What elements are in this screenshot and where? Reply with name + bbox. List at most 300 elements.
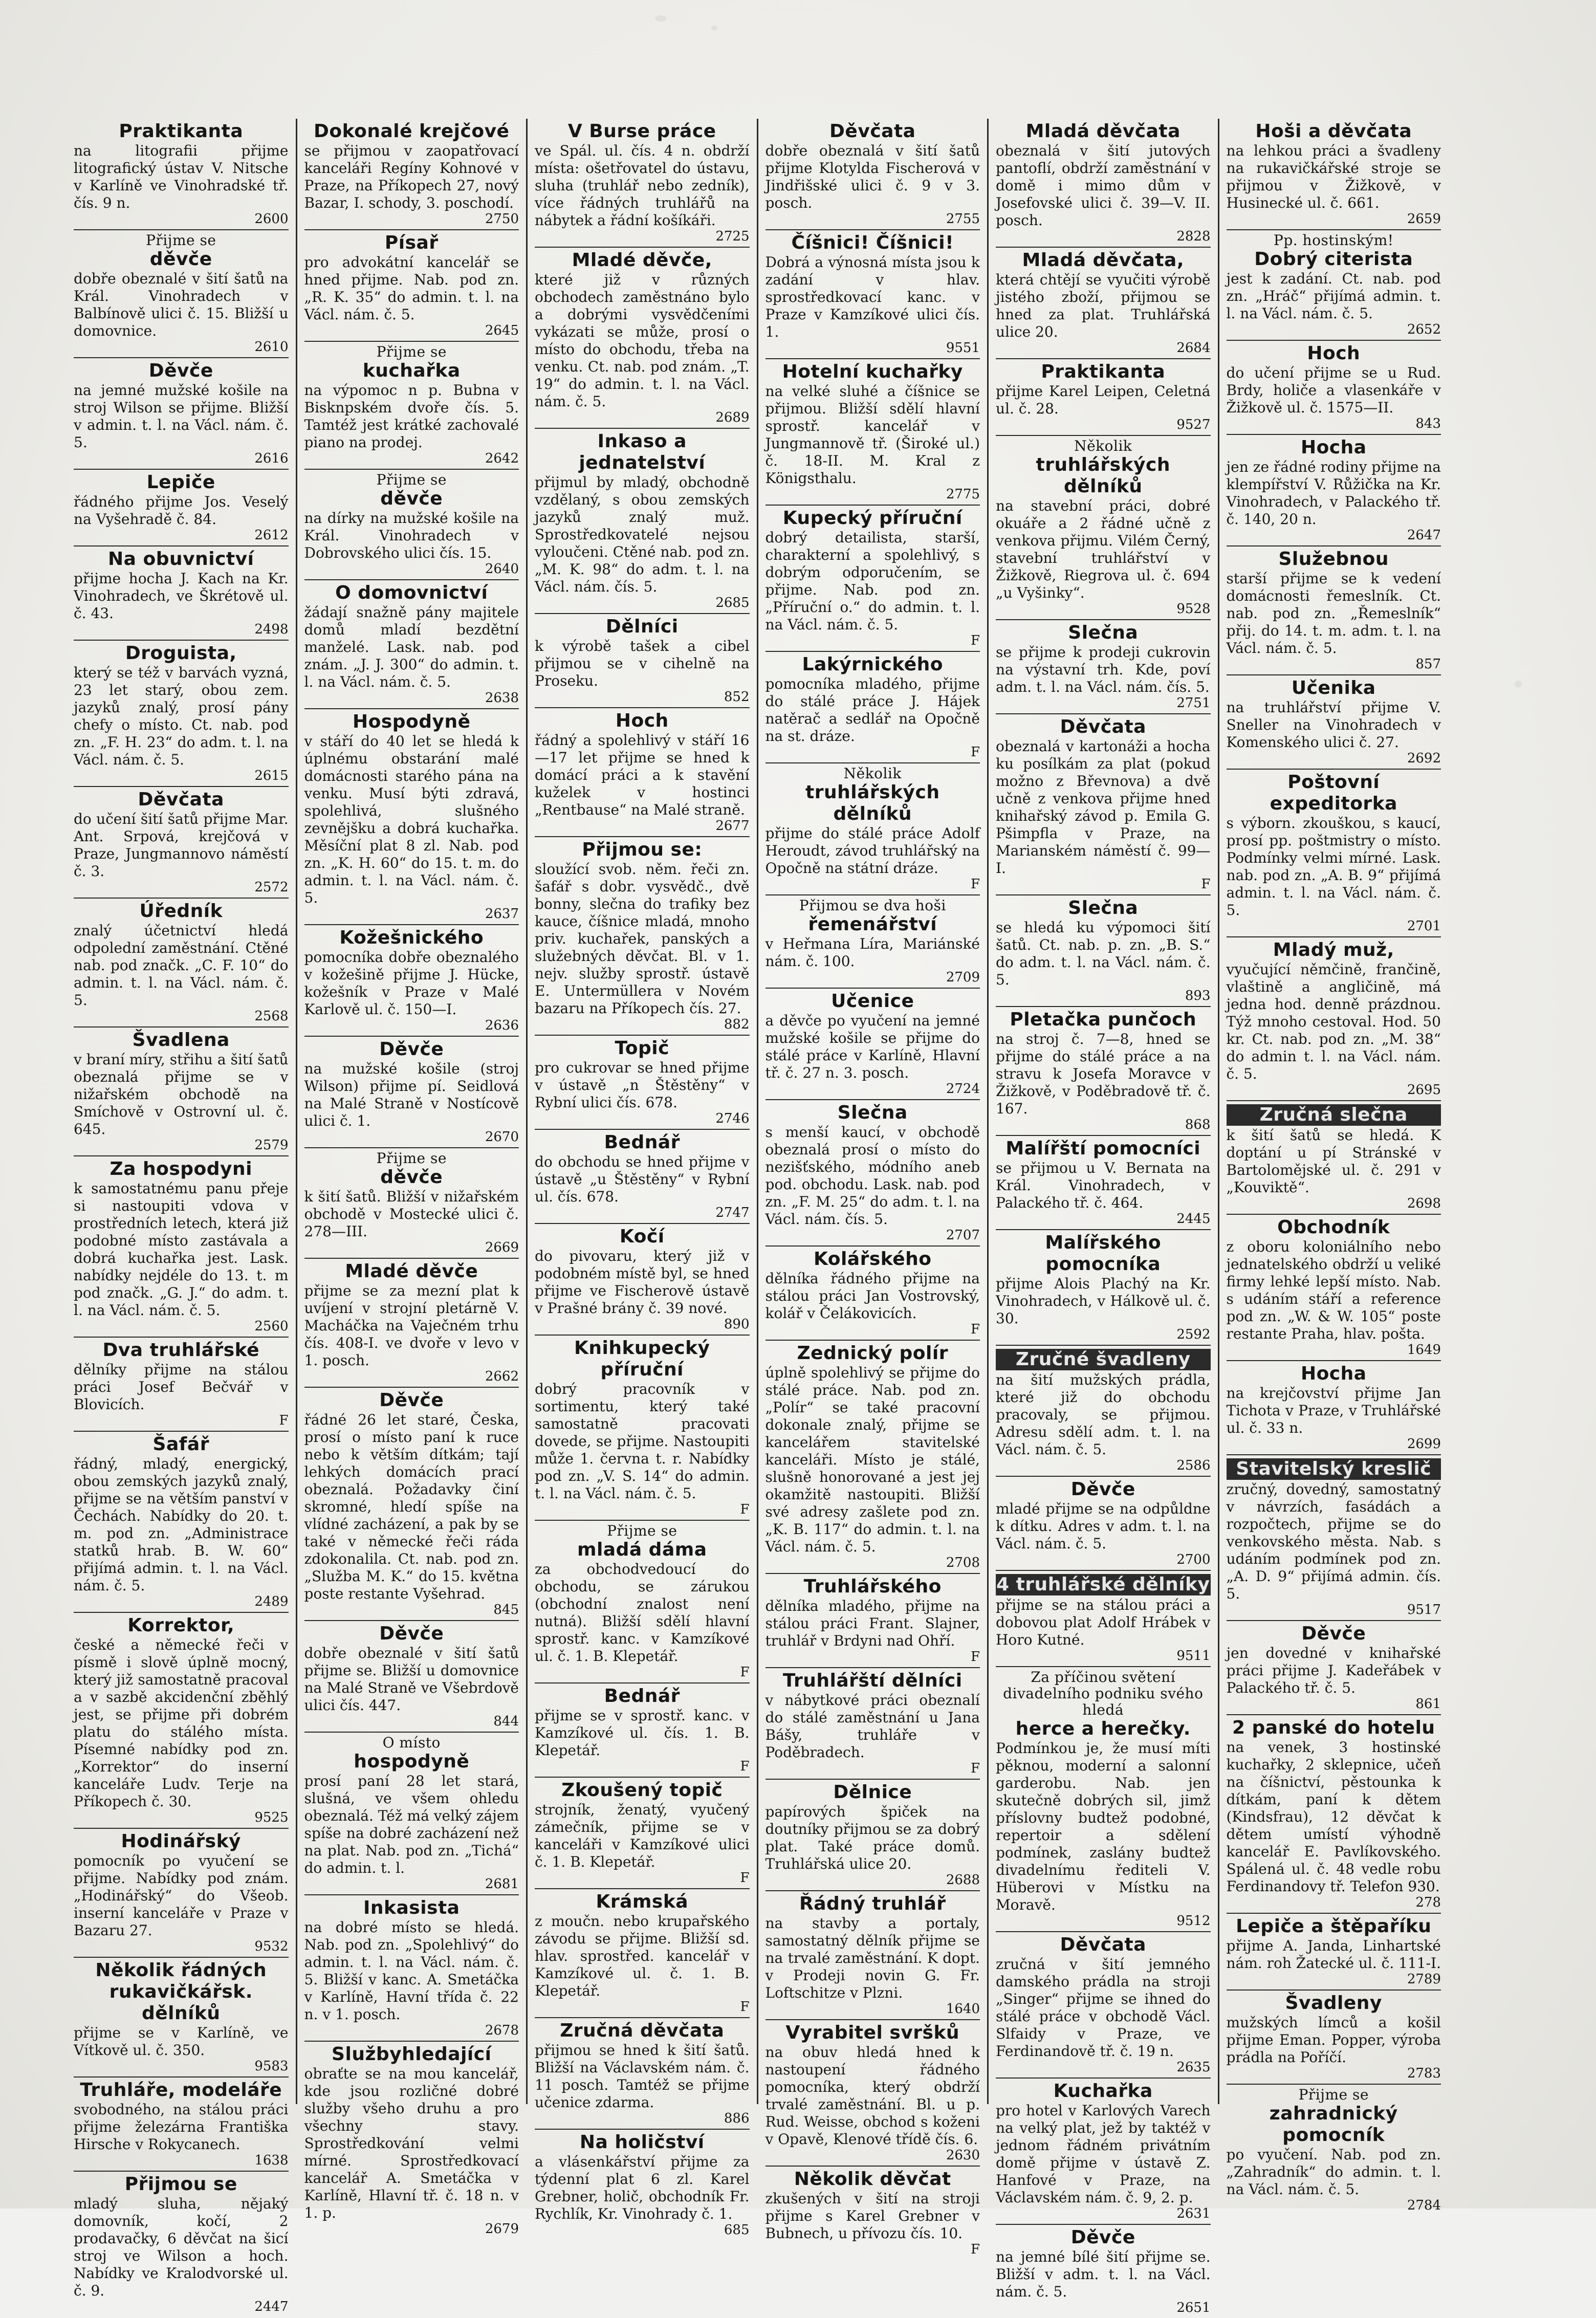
ad-number: 2681 bbox=[485, 1876, 519, 1892]
ad-heading: Malířského pomocníka bbox=[1045, 1232, 1162, 1275]
classified-ad bbox=[304, 2042, 519, 2239]
ad-heading: řemenářství bbox=[808, 914, 937, 935]
ad-number: 2652 bbox=[1407, 322, 1441, 337]
classified-ad bbox=[996, 1571, 1211, 1667]
ad-body: úplně spolehlivý se přijme do stálé práce. Nab. pod zn. „Polír“ se také pracovní dokonale znalý, přijme se kancelářem stavitelské kanceláři. Místo je stálé, slušně honorované a jest jej okamžitě nastoupiti. Bližší své adresy zašlete pod zn. „K. B. 117“ do admin. t. l. na Václ. nám. č. 5. bbox=[765, 1364, 980, 1555]
classified-ad bbox=[1227, 1101, 1441, 1215]
ad-number: 2699 bbox=[1407, 1436, 1441, 1452]
ad-heading: Děvče bbox=[1070, 1479, 1135, 1500]
classified-ad bbox=[1227, 1621, 1441, 1715]
ad-number: F bbox=[970, 877, 980, 892]
ad-number: F bbox=[970, 633, 980, 648]
ad-number: 9525 bbox=[254, 1810, 289, 1825]
classified-ad bbox=[996, 1667, 1211, 1932]
ad-heading: Dobrý citerista bbox=[1254, 249, 1413, 270]
ad-number: 2685 bbox=[715, 595, 750, 610]
classified-ad bbox=[996, 119, 1211, 248]
classified-ad bbox=[74, 2078, 289, 2172]
ad-body: obraťte se na mou kancelář, kde jsou rozličné dobré služby všeho druhu a pro všechny stavy. Sprostředkování velmi mírné. Sprostředkovací kancelář A. Smetáčka v Karlíně, Hlavní tř. č. 18 n. v 1. p. bbox=[304, 2065, 519, 2221]
ad-body: dělníky přijme na stálou práci Josef Bečvář v Blovicích. bbox=[74, 1361, 289, 1413]
classified-ad bbox=[766, 652, 980, 763]
classified-ad bbox=[996, 436, 1211, 620]
ad-body: přijme do stálé práce Adolf Heroudt, závod truhlářský na Opočně na státní dráze. bbox=[765, 825, 980, 877]
ad-heading: truhlářských dělníků bbox=[1036, 454, 1170, 497]
column-1 bbox=[67, 119, 296, 2314]
ad-body: dobře obeznalá v šití šatů přijme Klotylda Fischerová v Jindřišské ulici č. 9 v 3. posch. bbox=[765, 142, 980, 211]
classified-ad bbox=[996, 248, 1211, 359]
classified-ad bbox=[766, 1247, 980, 1341]
ad-number: 2615 bbox=[254, 768, 289, 783]
ad-number: 890 bbox=[724, 1317, 750, 1332]
ad-body: pomocníka mladého, přijme do stálé práce J. Hájek natěrač a sedlář na Opočně na st. dráze. bbox=[765, 675, 980, 745]
ad-body: přijme hocha J. Kach na Kr. Vinohradech, ve Škrétově ul. č. 43. bbox=[74, 570, 289, 622]
ad-number: 2645 bbox=[485, 323, 519, 338]
ad-body: se přijmou u V. Bernata na Král. Vinohradech, v Palackého tř. č. 464. bbox=[996, 1160, 1211, 1211]
ad-number: F bbox=[740, 1999, 750, 2015]
ad-heading: Děvče bbox=[1070, 2227, 1135, 2248]
ad-heading: Bednář bbox=[604, 1132, 680, 1153]
ad-body: v braní míry, střihu a šití šatů obeznalá přijme se v nižařském obchodě na Smíchově v Ostrovní ul. č. 645. bbox=[74, 1051, 289, 1138]
classified-ad bbox=[1227, 230, 1441, 341]
ad-heading: Děvče bbox=[148, 360, 213, 381]
ad-number: 2707 bbox=[946, 1228, 980, 1243]
ad-heading: Švadleny bbox=[1285, 1993, 1382, 2014]
classified-ad bbox=[535, 1778, 750, 1889]
ad-body: k šití šatů se hledá. K doptání u pí Stránské v Bartolomějské ul. č. 291 v „Kouviktě“. bbox=[1226, 1127, 1441, 1196]
ad-body: na krejčovství přijme Jan Tichota v Praze, v Truhlářské ul. č. 33 n. bbox=[1226, 1385, 1441, 1436]
ad-body: řádný, mladý, energický, obou zemských jazyků znalý, přijme se na větším panství v Čechách. Nabídky do 20. t. m. pod zn. „Administrace statků hrab. B. W. 60“ přijímá admin. t. l. na Václ. nám. č. 5. bbox=[74, 1455, 289, 1594]
ad-body: dobrý pracovník v sortimentu, který také samostatně pracovati dovede, se přijme. Nastoupiti může 1. června t. r. Nabídky pod zn. „V. S. 14“ do admin. t. l. na Václ. nám. č. 5. bbox=[535, 1381, 750, 1502]
ad-body: zručný, dovedný, samostatný v návrzích, fasádách a rozpočtech, přijme se do venkovského města. Nab. s udáním podmínek pod zn. „A. D. 9“ přijímá admin. čís. 5. bbox=[1226, 1481, 1441, 1602]
ad-number: 2638 bbox=[485, 690, 519, 706]
ad-body: řádného přijme Jos. Veselý na Vyšehradě č. 84. bbox=[74, 493, 289, 528]
classified-ad bbox=[304, 580, 519, 709]
ad-number: 2631 bbox=[1176, 2206, 1211, 2221]
ad-body: zručná v šití jemného damského prádla na stroji „Singer“ přijme se ihned do stálé práce v obchodě Václ. Slfaidy v Praze, ve Ferdinandově tř. č. 19 n. bbox=[996, 1956, 1211, 2060]
ad-body: papírových špiček na doutníky přijmou se za dobrý plat. Také práce domů. Truhlářská ulice 20. bbox=[765, 1803, 980, 1872]
ad-heading: V Burse práce bbox=[567, 121, 716, 142]
ad-number: F bbox=[740, 1870, 750, 1886]
ad-body: do učení přijme se u Rud. Brdy, holiče a vlasenkáře v Žižkově ul. č. 1575—II. bbox=[1226, 364, 1441, 416]
ad-number: 2678 bbox=[485, 2023, 519, 2038]
ad-number: 2630 bbox=[946, 2148, 980, 2163]
ad-heading: Hodinářský bbox=[121, 1831, 241, 1852]
ad-body: mužských límců a košil přijme Eman. Popper, výroba prádla na Poříčí. bbox=[1226, 2014, 1441, 2066]
ad-heading: 2 panské do hotelu bbox=[1232, 1717, 1435, 1738]
ad-intro-line: Pp. hostinským! bbox=[1273, 232, 1394, 249]
ad-heading: Hoch bbox=[615, 710, 669, 731]
classified-ad bbox=[535, 1224, 750, 1336]
ad-heading: děvče bbox=[380, 488, 443, 509]
column-6 bbox=[1218, 119, 1449, 2213]
ad-intro-line: Několik bbox=[1074, 438, 1132, 454]
ad-body: obeznalá v šití jutových pantoflí, obdrží zaměstnání v domě i mimo dům v Josefovské ulici č. 39—V. II. posch. bbox=[996, 142, 1211, 229]
ad-number: 2600 bbox=[254, 211, 289, 227]
ad-number: 2746 bbox=[715, 1111, 750, 1126]
ad-body: přijme Alois Plachý na Kr. Vinohradech, v Hálkově ul. č. 30. bbox=[996, 1275, 1211, 1327]
ad-heading: Lakýrnického bbox=[802, 654, 943, 675]
ad-body: pomocníka dobře obeznalého v kožešině přijme J. Hücke, kožešník v Praze v Malé Karlově ul. č. 150—I. bbox=[304, 949, 519, 1018]
ad-body: pro cukrovar se hned přijme v ústavě „n Štěstěny“ v Rybní ulici čís. 678. bbox=[535, 1059, 750, 1111]
ad-heading: Inkasista bbox=[363, 1897, 460, 1918]
ad-number: 2784 bbox=[1407, 2198, 1441, 2213]
ad-number: 9527 bbox=[1176, 417, 1211, 432]
ad-heading: děvče bbox=[380, 1167, 443, 1188]
ad-number: 2659 bbox=[1407, 211, 1441, 227]
ad-body: na stavební práci, dobré okuáře a 2 řádné učně z venkova přijmu. Vilém Černý, stavební truhlářství v Žižkově, Riegrova ul. č. 694 „u Vyšinky“. bbox=[996, 497, 1211, 601]
ad-heading: Děvčata bbox=[138, 789, 224, 810]
classified-ad bbox=[1227, 675, 1441, 770]
classified-ad bbox=[535, 1683, 750, 1778]
ad-number: 9511 bbox=[1176, 1648, 1211, 1664]
ad-number: 2651 bbox=[1176, 2300, 1211, 2315]
ad-heading: Mladý muž, bbox=[1273, 939, 1394, 960]
ad-body: na šití mužských prádla, které již do obchodu pracovaly, se přijmou. Adresu sdělí adm. t. l. na Václ. nám. č. 5. bbox=[996, 1371, 1211, 1458]
ad-heading: Topič bbox=[615, 1038, 669, 1059]
ad-heading: Švadlena bbox=[132, 1030, 230, 1051]
ad-heading: Korrektor, bbox=[127, 1615, 235, 1636]
ad-heading: Slečna bbox=[1068, 622, 1139, 643]
ad-number: 2669 bbox=[485, 1240, 519, 1255]
ad-body: s menší kaucí, v obchodě obeznalá prosí o místo do nezišťského, módního aneb pod. obchodu. Lask. nab. pod zn. „F. M. 25“ do adm. t. l. na Václ. nám. čís. 5. bbox=[765, 1124, 980, 1228]
ad-intro-line: Přijme se bbox=[376, 343, 447, 360]
classified-ad bbox=[996, 1477, 1211, 1571]
ad-heading: Malířští pomocníci bbox=[1005, 1138, 1201, 1159]
classified-ad bbox=[304, 119, 519, 230]
ad-heading: Hocha bbox=[1300, 437, 1367, 458]
ad-body: na obuv hledá hned k nastoupení řádného pomocníka, který obdrží trvalé zaměstnání. Bl. u p. Rud. Weisse, obchod s koženi v Opavě, Klenové třídě čís. 6. bbox=[765, 2044, 980, 2148]
classified-ad bbox=[996, 714, 1211, 895]
ad-heading: Kupecký příruční bbox=[782, 508, 963, 529]
ad-heading: Řádný truhlář bbox=[799, 1893, 946, 1914]
ad-heading: kuchařka bbox=[362, 360, 461, 381]
classified-ad bbox=[74, 1156, 289, 1338]
ad-number: 2789 bbox=[1407, 1972, 1441, 1987]
ad-number: 2751 bbox=[1176, 695, 1211, 711]
ad-heading: Mladé děvče, bbox=[572, 250, 712, 271]
ad-heading: Na holičství bbox=[579, 2132, 705, 2153]
ad-number: 2692 bbox=[1407, 751, 1441, 766]
ad-number: 844 bbox=[493, 1714, 519, 1729]
ad-heading: Kuchařka bbox=[1053, 2081, 1153, 2102]
classified-ad bbox=[996, 359, 1211, 436]
ad-body: pro hotel v Karlových Varech na velký plat, jež by taktéž v jednom řádném privátním domě přijme v ústavě Z. Hanfové v Praze, na Václavském nám. č. 9, 2. p. bbox=[996, 2102, 1211, 2206]
ad-heading: Za hospodyni bbox=[110, 1158, 252, 1179]
ad-intro-line: O místo bbox=[382, 1734, 441, 1751]
ad-number: 2560 bbox=[254, 1319, 289, 1334]
ad-heading: Učenika bbox=[1291, 677, 1376, 698]
ad-heading: Děvčata bbox=[1060, 1934, 1146, 1955]
ad-number: 2755 bbox=[946, 211, 980, 227]
ad-body: přijme se v sprostř. kanc. v Kamzíkové ul. čís. 1. B. Klepetář. bbox=[535, 1707, 750, 1759]
ad-body: na stroj č. 7—8, hned se přijme do stálé práce a na stravu k Josefa Moravce v Žižkově, v Poděbradově tř. č. 167. bbox=[996, 1031, 1211, 1117]
ad-heading: Přijmou se: bbox=[582, 839, 703, 860]
ad-heading: Hoch bbox=[1307, 343, 1361, 364]
ad-heading: Krámská bbox=[596, 1891, 689, 1912]
ad-heading: Dělníci bbox=[605, 616, 679, 637]
ad-body: starší přijme se k vedení domácnosti řemeslník. Ct. nab. pod zn. „Řemeslník“ přij. do 14. t. m. adm. t. l. na Václ. nám. č. 5. bbox=[1226, 570, 1441, 657]
classified-ad bbox=[1227, 1715, 1441, 1914]
ad-heading: Droguista, bbox=[125, 643, 237, 664]
ad-number: 2445 bbox=[1176, 1211, 1211, 1227]
ad-heading: Bednář bbox=[604, 1686, 680, 1707]
ad-number: 2610 bbox=[254, 339, 289, 355]
classified-ad bbox=[1227, 341, 1441, 435]
ad-heading: mladá dáma bbox=[577, 1539, 707, 1560]
ad-heading: Zkoušený topič bbox=[561, 1780, 723, 1801]
ad-number: 2612 bbox=[254, 528, 289, 543]
classified-ad bbox=[74, 2172, 289, 2317]
ad-number: F bbox=[970, 1761, 980, 1776]
ad-body: na litografii přijme litografický ústav V. Nitsche v Karlíně ve Vinohradské tř. čís. 9 n. bbox=[74, 142, 289, 211]
ad-number: 2670 bbox=[485, 1129, 519, 1145]
ad-number: 2709 bbox=[946, 970, 980, 985]
ad-number: 2689 bbox=[715, 410, 750, 425]
ad-number: 1649 bbox=[1407, 1342, 1441, 1358]
classified-ad bbox=[535, 837, 750, 1036]
classified-ad bbox=[996, 620, 1211, 714]
classified-ad bbox=[1227, 937, 1441, 1101]
classified-ad bbox=[535, 1336, 750, 1521]
ad-number: 2572 bbox=[254, 880, 289, 895]
ad-heading: Obchodník bbox=[1277, 1217, 1390, 1238]
ad-number: 2747 bbox=[715, 1205, 750, 1220]
ad-number: 886 bbox=[724, 2111, 750, 2126]
ad-heading: Zručná slečna bbox=[1227, 1104, 1441, 1126]
ad-body: obeznalá v kartonáži a hocha ku posílkám za plat (pokud možno z Břevnova) a dvě učně z venkova přijme hned knihařský závod p. Emila G. Pšimpfla v Praze, na Marianském náměstí č. 99—I. bbox=[996, 738, 1211, 877]
ad-body: za obchodvedoucí do obchodu, se zárukou (obchodní znalost není nutná). Bližší sdělí hlavní sprostř. kanc. v Kamzíkové ul. č. 1. B. Klepetář. bbox=[535, 1561, 750, 1665]
ad-heading: Kočí bbox=[619, 1226, 665, 1247]
classified-ad bbox=[304, 470, 519, 580]
ad-heading: Zednický polír bbox=[797, 1343, 948, 1364]
ad-body: na mužské košile (stroj Wilson) přijme pí. Seidlová na Malé Straně v Nostícově ulici č. 1. bbox=[304, 1060, 519, 1129]
classified-ad bbox=[1227, 435, 1441, 546]
classified-ad bbox=[766, 1780, 980, 1891]
ad-number: 2725 bbox=[715, 229, 750, 244]
ad-heading: Hoši a děvčata bbox=[1255, 121, 1412, 142]
ad-heading: Praktikanta bbox=[119, 121, 244, 142]
column-2 bbox=[296, 119, 527, 2237]
ad-body: dělníka mladého, přijme na stálou práci Frant. Slajner, truhlář v Brdyni nad Ohří. bbox=[765, 1598, 980, 1649]
ad-body: přijmul by mladý, obchodně vzdělaný, s obou zemských jazyků znalý muž. Sprostředkovatelé nejsou vyloučeni. Ctěné nab. pod zn. „M. K. 98“ do adm. t. l. na Václ. nám. čís. 5. bbox=[535, 474, 750, 595]
classified-ad bbox=[535, 614, 750, 708]
ad-body: sloužící svob. něm. řeči zn. šafář s dobr. vysvědč., dvě bonny, slečna do trafiky bez kauce, číšnice mladá, mnoho priv. kuchařek, panských a služebných děvčat. Bl. v 1. nejv. služby sprostř. ústavě E. Untermüllera v Novém bazaru na Příkopech čís. 27. bbox=[535, 861, 750, 1017]
ad-heading: Děvče bbox=[379, 1623, 444, 1644]
ad-body: vyučující němčině, frančině, vlaštině a angličině, má jedna hod. denně prázdnou. Týž mnoho cestoval. Hod. 50 kr. Ct. nab. pod zn. „M. 38“ do admin t. l. na Václ. nám. č. 5. bbox=[1226, 961, 1441, 1082]
classified-ad bbox=[766, 989, 980, 1100]
classified-ad bbox=[766, 1100, 980, 1247]
ad-heading: Inkaso a jednatelství bbox=[579, 431, 706, 473]
classified-ad bbox=[74, 470, 289, 546]
ad-body: přijmou se hned k šití šatů. Bližší na Václavském nám. č. 11 posch. Tamtéž se přijme učenice zdarma. bbox=[535, 2042, 750, 2111]
ad-heading: Na obuvnictví bbox=[108, 549, 254, 570]
ad-number: 2642 bbox=[485, 451, 519, 466]
classified-ad bbox=[74, 1338, 289, 1432]
ad-body: zkušených v šití na stroji přijme s Karel Grebner v Bubnech, u přívozu čís. 10. bbox=[765, 2190, 980, 2242]
ad-body: do učení šití šatů přijme Mar. Ant. Srpová, krejčová v Praze, Jungmannovo náměstí č. 3. bbox=[74, 811, 289, 880]
ad-body: který se též v barvách vyzná, 23 let starý, obou zem. jazyků znalý, prosí pány chefy o místo. Ct. nab. pod zn. „F. H. 23“ do adm. t. l. na Václ. nám. č. 5. bbox=[74, 664, 289, 768]
ad-body: strojník, ženatý, vyučený zámečník, přijme se v kanceláři v Kamzíkové ulici č. 1. B. Klepetář. bbox=[535, 1801, 750, 1870]
classified-ad bbox=[996, 1136, 1211, 1230]
ad-heading: Slečna bbox=[837, 1102, 908, 1123]
ad-number: 1638 bbox=[254, 2153, 289, 2168]
ad-body: na dírky na mužské košile na Král. Vinohradech v Dobrovského ulici čís. 15. bbox=[304, 510, 519, 561]
ad-heading: Lepiče bbox=[146, 472, 215, 493]
ad-heading: Dělnice bbox=[833, 1782, 912, 1803]
classified-ad bbox=[766, 359, 980, 506]
classified-ad bbox=[304, 709, 519, 925]
classified-ad bbox=[1227, 119, 1441, 230]
ad-number: F bbox=[1201, 877, 1211, 892]
ad-number: 9532 bbox=[254, 1939, 289, 1954]
ad-number: 2708 bbox=[946, 1555, 980, 1570]
ad-body: a vlásenkářství přijme za týdenní plat 6 zl. Karel Grebner, holič, obchodník Fr. Rychlík, Kr. Vinohrady č. 1. bbox=[535, 2153, 750, 2222]
ad-body: na lehkou práci a švadleny na rukavičkářské stroje se přijmou v Žižkově, v Husinecké ul. č. 661. bbox=[1226, 142, 1441, 211]
ad-body: svobodného, na stálou práci přijme železárna Františka Hirsche v Rokycanech. bbox=[74, 2101, 289, 2153]
ad-number: 9583 bbox=[254, 2059, 289, 2074]
ad-heading: Truhláře, modeláře bbox=[80, 2080, 282, 2101]
classified-ad bbox=[766, 2167, 980, 2260]
ad-heading: Několik děvčat bbox=[794, 2169, 951, 2190]
classified-ad bbox=[304, 1733, 519, 1895]
paper-speck bbox=[711, 26, 717, 31]
ad-number: 845 bbox=[493, 1602, 519, 1617]
ad-heading: Mladá děvčata, bbox=[1022, 250, 1184, 271]
ad-body: žádají snažně pány majitele domů mladí bezdětní manželé. Lask. nab. pod znám. „J. J. 300“ do admin. t. l. na Václ. nám. č. 5. bbox=[304, 604, 519, 690]
ad-number: 868 bbox=[1185, 1117, 1211, 1132]
classified-ad bbox=[74, 546, 289, 641]
classified-ad bbox=[74, 641, 289, 787]
classified-ad bbox=[74, 899, 289, 1027]
ad-number: F bbox=[279, 1413, 289, 1428]
ad-body: jest k zadání. Ct. nab. pod zn. „Hráč“ přijímá admin. t. l. na Václ. nám. č. 5. bbox=[1226, 270, 1441, 322]
classified-ad bbox=[996, 1932, 1211, 2079]
ad-heading: Lepiče a štěpaříku bbox=[1236, 1916, 1432, 1937]
ad-body: se hledá ku výpomoci šití šatů. Ct. nab. p. zn. „B. S.“ do adm. t. l. na Václ. nám. č. 5. bbox=[996, 919, 1211, 988]
ad-heading: Písař bbox=[384, 232, 439, 253]
ad-body: které již v různých obchodech zaměstnáno bylo a dobrými vysvědčeními vykázati se může, prosí o místo do obchodu, třeba na venku. Ct. nab. pod znám. „T. 19“ do admin. t. l. na Václ. nám. č. 5. bbox=[535, 271, 750, 410]
ad-number: 278 bbox=[1415, 1895, 1441, 1910]
ad-number: 9512 bbox=[1176, 1913, 1211, 1929]
ad-body: dobrý detailista, starší, charakterní a spolehlivý, s dobrým odporučením, se přijme. Nab. pod zn. „Příruční o.“ do admin. t. l. na Václ. nám. č. 5. bbox=[765, 529, 980, 633]
ad-heading: Služebnou bbox=[1278, 549, 1389, 570]
classified-columns bbox=[67, 119, 1448, 2315]
ad-body: pro advokátní kancelář se hned přijme. Nab. pod zn. „R. K. 35“ do admin. t. l. na Václ. nám. č. 5. bbox=[304, 254, 519, 323]
ad-body: k šití šatů. Bližší v nižařském obchodě v Mostecké ulici č. 278—III. bbox=[304, 1188, 519, 1240]
classified-ad bbox=[996, 1007, 1211, 1136]
classified-ad bbox=[766, 1341, 980, 1574]
ad-body: Dobrá a výnosná místa jsou k zadání v hlav. sprostředkovací kanc. v Praze v Kamzíkové ulici čís. 1. bbox=[765, 254, 980, 340]
column-5 bbox=[987, 119, 1218, 2315]
classified-ad bbox=[766, 1891, 980, 2020]
ad-intro-line: Přijme se bbox=[146, 232, 216, 249]
ad-heading: Kolářského bbox=[813, 1249, 932, 1270]
classified-ad bbox=[304, 1621, 519, 1733]
ad-heading: Úředník bbox=[139, 901, 223, 922]
ad-heading: 4 truhlářské dělníky bbox=[996, 1574, 1210, 1595]
ad-number: 2635 bbox=[1176, 2060, 1211, 2075]
ad-number: 2489 bbox=[254, 1594, 289, 1609]
ad-body: na velké sluhé a číšnice se přijmou. Bližší sdělí hlavní sprostř. kancelář v Jungmannově tř. (Široké ul.) č. 18-II. M. Kral z Königsthalu. bbox=[765, 383, 980, 487]
ad-heading: Poštovní expeditorka bbox=[1270, 772, 1397, 814]
classified-ad bbox=[1227, 1455, 1441, 1621]
ad-heading: děvče bbox=[149, 249, 212, 270]
ad-heading: herce a herečky. bbox=[1015, 1718, 1191, 1739]
ad-number: 2592 bbox=[1176, 1327, 1211, 1342]
ad-body: jen ze řádné rodiny přijme na klempířství V. Růžička na Kr. Vinohradech, v Palackého tř. č. 140, 20 n. bbox=[1226, 458, 1441, 528]
ad-body: na výpomoc n p. Bubna v Bisknpském dvoře čís. 5. Tamtéž jest krátké zachovalé piano na prodej. bbox=[304, 382, 519, 451]
ad-body: přijme se na stálou práci a dobovou plat Adolf Hrábek v Horo Kutné. bbox=[996, 1597, 1211, 1648]
ad-number: F bbox=[740, 1665, 750, 1680]
ad-heading: Číšnici! Číšnici! bbox=[791, 232, 954, 253]
ad-body: přijme A. Janda, Linhartské nám. roh Žatecké ul. č. 111-I. bbox=[1226, 1937, 1441, 1972]
ad-number: 893 bbox=[1185, 988, 1211, 1003]
ad-heading: Zručná děvčata bbox=[560, 2020, 725, 2041]
ad-number: 2701 bbox=[1407, 919, 1441, 934]
classified-ad bbox=[304, 1895, 519, 2042]
classified-ad bbox=[766, 2020, 980, 2167]
classified-ad bbox=[1227, 2085, 1441, 2216]
classified-ad bbox=[74, 230, 289, 358]
ad-heading: Mladá děvčata bbox=[1025, 121, 1180, 142]
ad-body: řádný a spolehlivý v stáří 16—17 let přijme se hned k domácí práci a k stavění kuželek v hostinci „Rentbause“ na Malé straně. bbox=[535, 732, 750, 818]
ad-number: 2750 bbox=[485, 211, 519, 227]
ad-number: 882 bbox=[724, 1017, 750, 1032]
classified-ad bbox=[535, 1130, 750, 1224]
ad-number: 2695 bbox=[1407, 1082, 1441, 1098]
ad-number: 2684 bbox=[1176, 340, 1211, 356]
classified-ad bbox=[766, 1668, 980, 1780]
ad-heading: zahradnický pomocník bbox=[1269, 2103, 1398, 2146]
ad-body: dobře obeznalé v šití šatů přijme se. Bližší u domovnice na Malé Straně ve Všebrdově ulici čís. 447. bbox=[304, 1645, 519, 1714]
ad-body: řádné 26 let staré, Česka, prosí o místo paní k ruce nebo k větším dítkám; tají lehkých domácích prací obeznalá. Požadavky činí skromné, hledí spíše na vlídné zacházení, a pak by se také v německé řeči ráda zdokonalila. Ct. nab. pod zn. „Služba M. K.“ do 15. května poste restante Vyšehrad. bbox=[304, 1411, 519, 1602]
classified-ad bbox=[1227, 770, 1441, 937]
classified-ad bbox=[996, 1346, 1211, 1477]
ad-number: 1640 bbox=[946, 2001, 980, 2017]
classified-ad bbox=[766, 506, 980, 652]
ad-number: 2637 bbox=[485, 906, 519, 922]
column-3 bbox=[526, 119, 757, 2238]
classified-ad bbox=[535, 1036, 750, 1130]
ad-heading: Vyrabitel svršků bbox=[785, 2022, 960, 2043]
ad-body: Podmínkou je, že musí míti pěknou, moderní a salonní garderobu. Nab. jen skutečně dobrých sil, jimž příslovny budtež podobné, repertoir a sdělení podmínek, zaslány budtež divadelnímu řediteli V. Hüberovi v Místku na Moravě. bbox=[996, 1740, 1211, 1913]
ad-body: se přijmou v zaopatřovací kanceláři Regíny Kohnové v Praze, na Příkopech 27, nový Bazar, I. schody, 3. poschodí. bbox=[304, 142, 519, 211]
ad-number: 861 bbox=[1415, 1696, 1441, 1712]
ad-body: na venek, 3 hostinské kuchařky, 2 sklepnice, učeň na číšnictví, pěstounka k dítkám, paní k dětem (Kindsfrau), 12 děvčat k dětem umístí výhodně kancelář E. Pavlíkovského. Spálená ul. č. 48 vedle robu Ferdinandovy tř. Telefon 930. bbox=[1226, 1739, 1441, 1895]
ad-body: s výborn. zkouškou, s kaucí, prosí pp. poštmistry o místo. Podmínky velmi mírné. Lask. nab. pod zn. „A. B. 9“ přijímá admin. t. l. na Václ. nám. č. 5. bbox=[1226, 815, 1441, 919]
ad-heading: Zručné švadleny bbox=[996, 1349, 1211, 1370]
ad-heading: hospodyně bbox=[354, 1751, 470, 1772]
classified-ad bbox=[74, 787, 289, 899]
ad-heading: Hospodyně bbox=[352, 711, 471, 732]
classified-ad bbox=[766, 895, 980, 989]
classified-ad bbox=[74, 1829, 289, 1958]
ad-body: která chtějí se vyučiti výrobě jistého zboží, přijmou se hned za plat. Truhlářská ulice 20. bbox=[996, 271, 1211, 340]
ad-body: po vyučení. Nab. pod zn. „Zahradník“ do admin. t. l. na Václ. nám. č. 5. bbox=[1226, 2146, 1441, 2198]
ad-intro-line: Přijmou se dva hoši bbox=[799, 897, 946, 914]
ad-number: F bbox=[740, 1502, 750, 1517]
ad-body: do obchodu se hned přijme v ústavě „u Štěstěny“ v Rybní ul. čís. 678. bbox=[535, 1153, 750, 1205]
ad-number: 685 bbox=[724, 2222, 750, 2238]
ad-body: přijme Karel Leipen, Celetná ul. č. 28. bbox=[996, 383, 1211, 417]
classified-ad bbox=[74, 1613, 289, 1829]
classified-ad bbox=[304, 1259, 519, 1388]
ad-number: 2828 bbox=[1176, 229, 1211, 244]
classified-ad bbox=[304, 230, 519, 342]
classified-ad bbox=[535, 2018, 750, 2130]
ad-number: 2688 bbox=[946, 1872, 980, 1888]
ad-heading: Děvčata bbox=[1060, 716, 1146, 737]
